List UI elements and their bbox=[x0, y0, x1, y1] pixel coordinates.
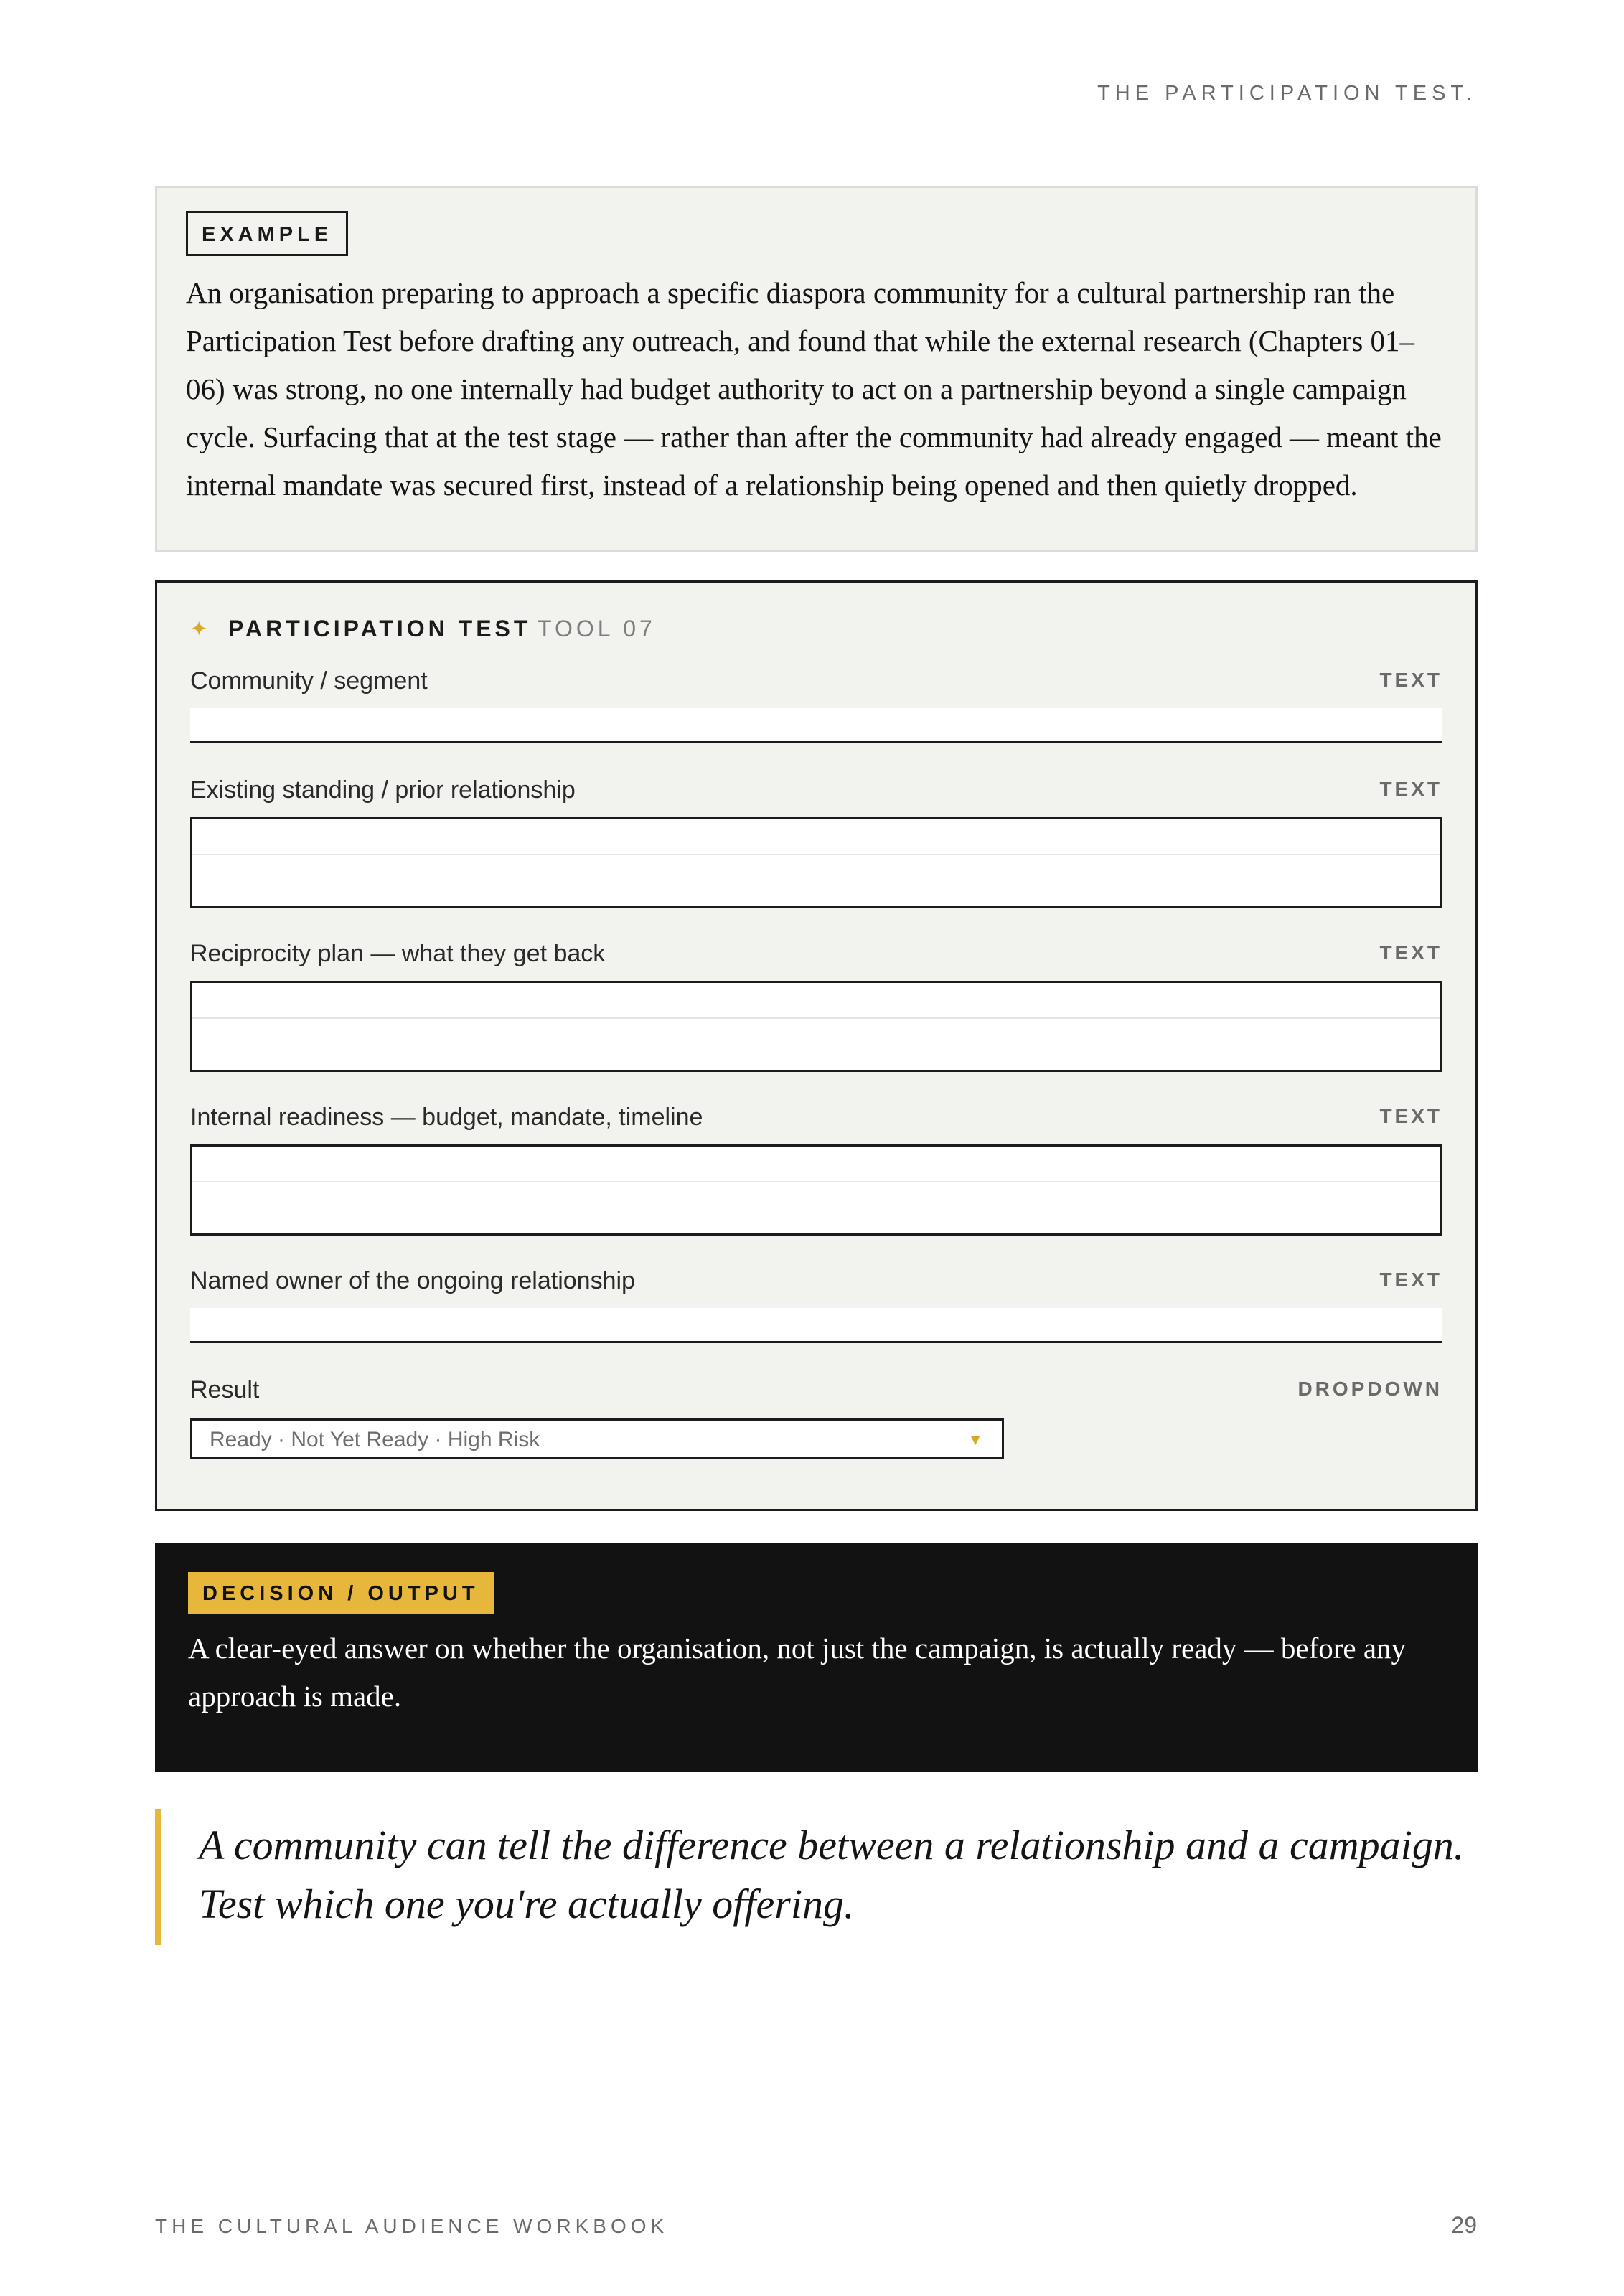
decision-output-box bbox=[155, 1543, 1478, 1772]
chevron-down-icon: ▼ bbox=[967, 1431, 983, 1449]
field-result bbox=[190, 1376, 1442, 1459]
field-label: Named owner of the ongoing relationship bbox=[190, 1267, 635, 1294]
field-type-badge: TEXT bbox=[1379, 669, 1442, 691]
example-label: EXAMPLE bbox=[186, 211, 348, 256]
field-label: Internal readiness — budget, mandate, timeline bbox=[190, 1104, 703, 1131]
field-internal-readiness bbox=[190, 1104, 1442, 1236]
field-label: Existing standing / prior relationship bbox=[190, 776, 576, 804]
result-dropdown[interactable] bbox=[190, 1418, 1004, 1459]
tool-title: PARTICIPATION TEST bbox=[228, 616, 532, 641]
star-icon: ✦ bbox=[190, 618, 208, 641]
page-number: 29 bbox=[1451, 2212, 1477, 2238]
field-type-badge: TEXT bbox=[1379, 941, 1442, 964]
quote-line-1: A community can tell the difference between a relationship and a campaign. bbox=[199, 1822, 1465, 1868]
field-community-segment bbox=[190, 667, 1442, 743]
example-box bbox=[155, 186, 1478, 552]
pull-quote bbox=[155, 1809, 1478, 1945]
footer-book-title: THE CULTURAL AUDIENCE WORKBOOK bbox=[155, 2215, 669, 2237]
community-segment-input[interactable] bbox=[190, 708, 1442, 743]
result-dropdown-value: Ready · Not Yet Ready · High Risk bbox=[210, 1428, 540, 1452]
reciprocity-plan-textarea[interactable] bbox=[190, 981, 1442, 1072]
internal-readiness-textarea[interactable] bbox=[190, 1144, 1442, 1236]
named-owner-input[interactable] bbox=[190, 1308, 1442, 1343]
field-named-owner bbox=[190, 1267, 1442, 1343]
decision-body: A clear-eyed answer on whether the organisation, not just the campaign, is actually ready — before any approach is made. bbox=[188, 1632, 1407, 1713]
field-existing-standing bbox=[190, 776, 1442, 908]
quote-line-2: Test which one you're actually offering. bbox=[199, 1881, 855, 1927]
participation-test-tool bbox=[155, 580, 1478, 1511]
field-label: Result bbox=[190, 1376, 260, 1403]
field-type-badge: DROPDOWN bbox=[1297, 1378, 1442, 1400]
tool-number: TOOL 07 bbox=[538, 616, 656, 641]
textarea-rule bbox=[192, 1017, 1440, 1019]
running-head: THE PARTICIPATION TEST. bbox=[1097, 82, 1477, 105]
field-type-badge: TEXT bbox=[1379, 778, 1442, 800]
decision-label: DECISION / OUTPUT bbox=[188, 1572, 494, 1614]
field-label: Reciprocity plan — what they get back bbox=[190, 940, 606, 967]
tool-header bbox=[190, 583, 1442, 667]
example-body: An organisation preparing to approach a specific diaspora community for a cultural partnership ran the Participation Test before drafting any outreach, and found that while the external research (Chapters 01–06) was strong, no one internally had budget authority to act on a partnership beyond a single campaign cycle. Surfacing that at the test stage — rather than after the community had already engaged — meant the internal mandate was secured first, instead of a relationship being opened and then quietly dropped. bbox=[186, 276, 1442, 502]
existing-standing-textarea[interactable] bbox=[190, 817, 1442, 908]
textarea-rule bbox=[192, 1181, 1440, 1182]
textarea-rule bbox=[192, 854, 1440, 855]
field-type-badge: TEXT bbox=[1379, 1105, 1442, 1127]
field-label: Community / segment bbox=[190, 667, 428, 695]
field-type-badge: TEXT bbox=[1379, 1269, 1442, 1291]
field-reciprocity-plan bbox=[190, 940, 1442, 1072]
